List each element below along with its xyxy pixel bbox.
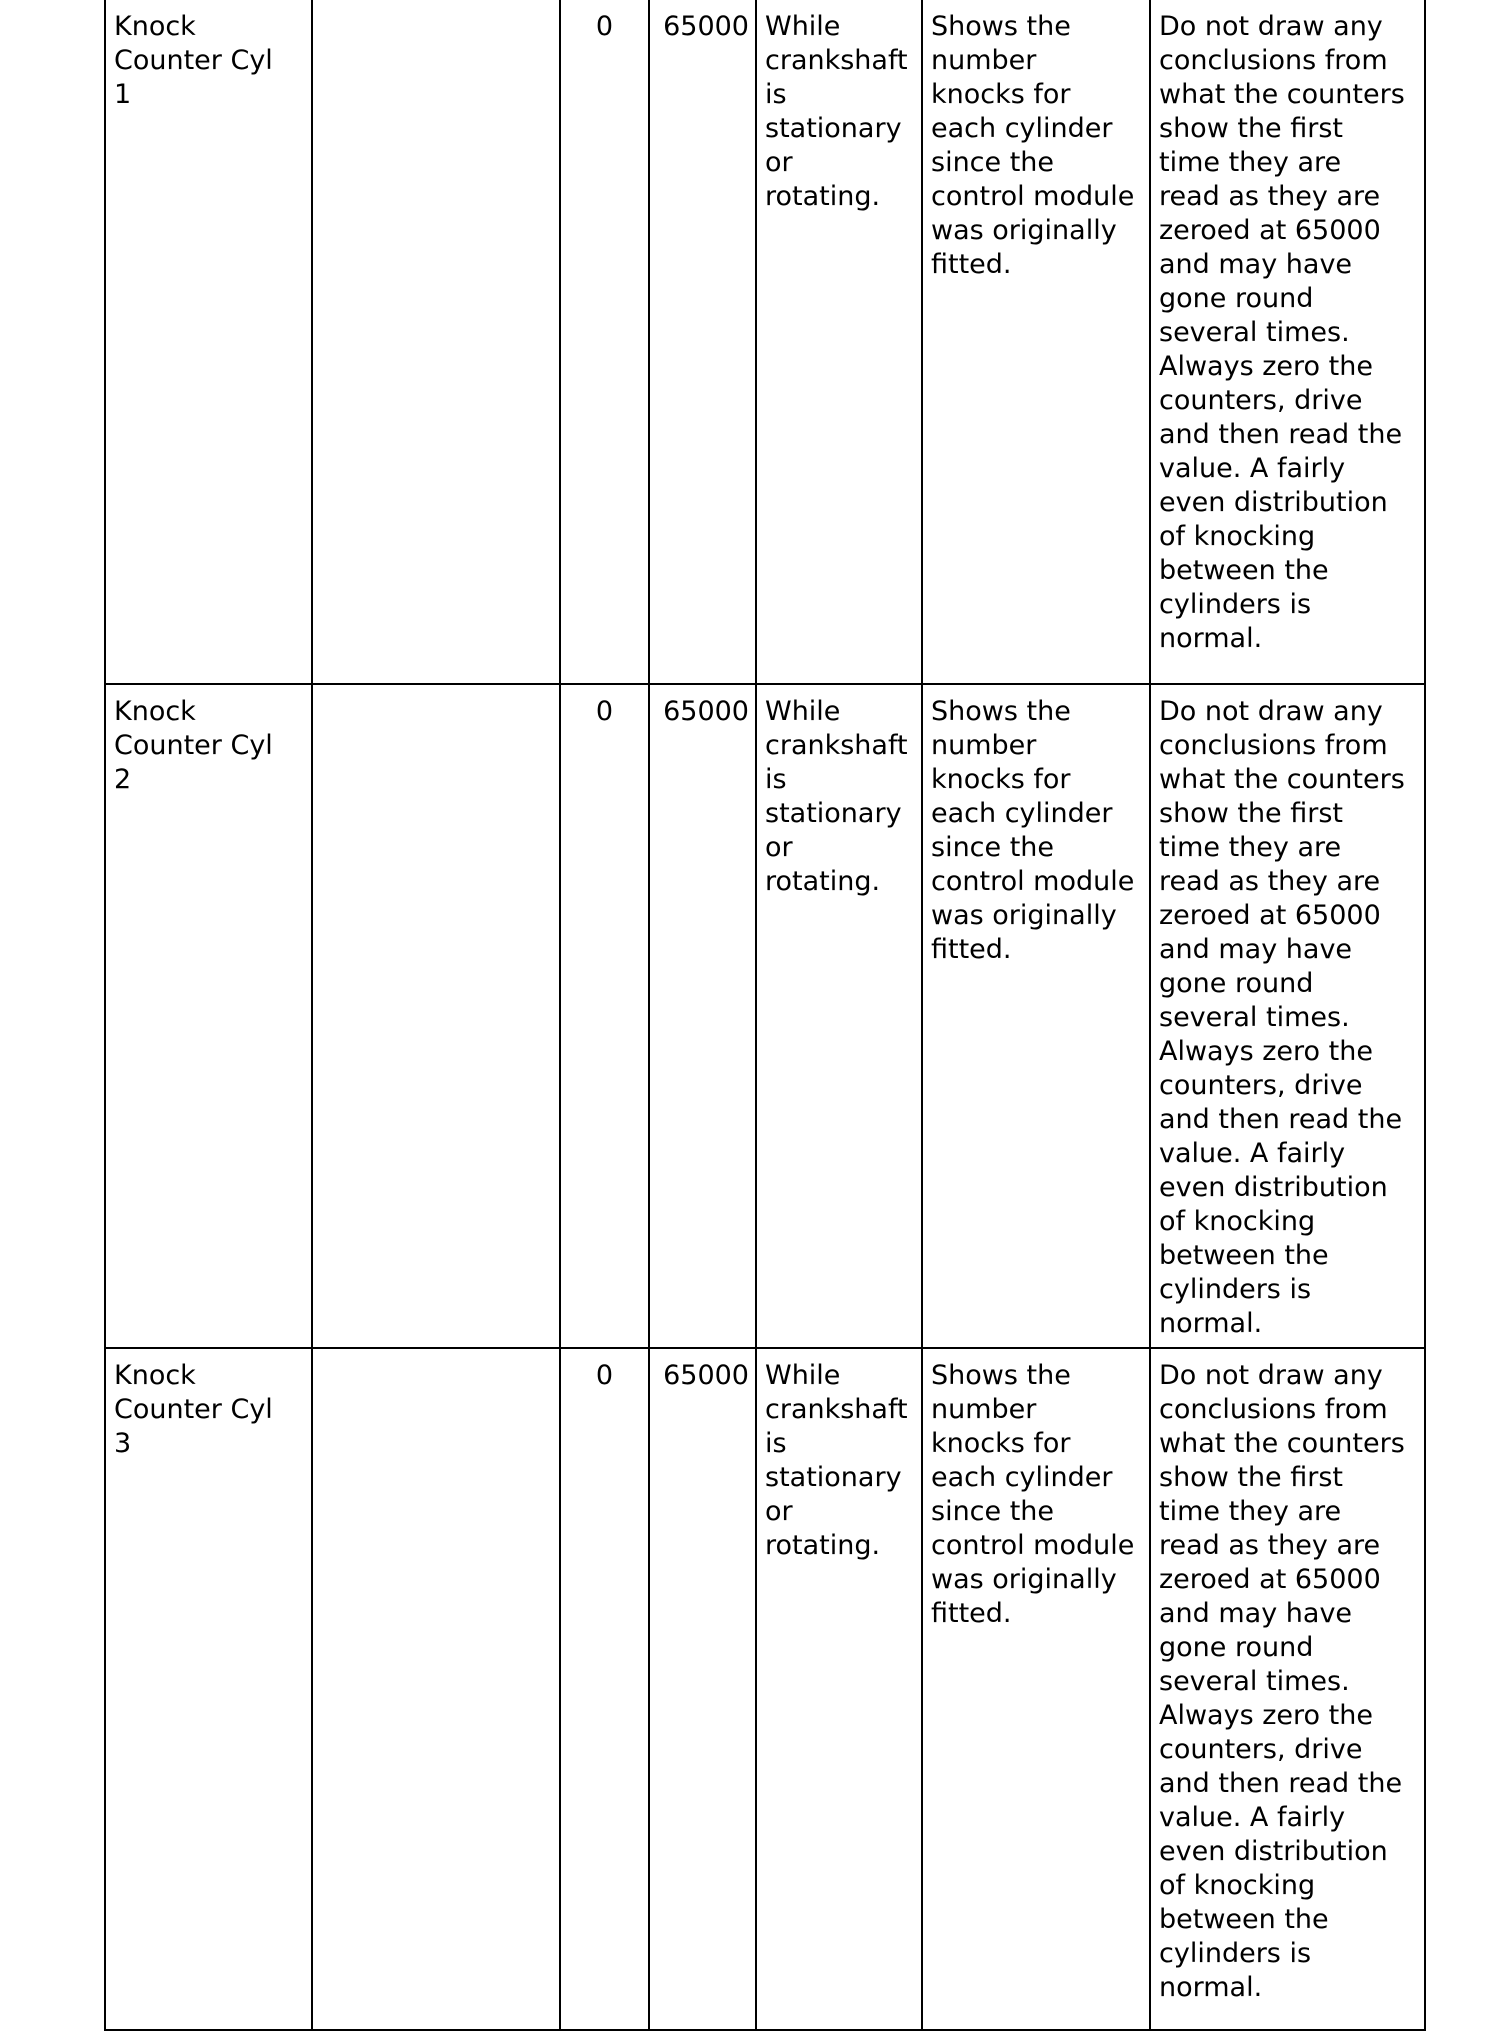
text-line: counters, drive bbox=[1159, 385, 1363, 416]
text-line: control module bbox=[931, 181, 1135, 212]
text-line: crankshaft bbox=[765, 45, 908, 76]
text-line: Do not draw any bbox=[1159, 696, 1383, 727]
text-line: of knocking bbox=[1159, 1206, 1316, 1237]
text-line: value. A fairly bbox=[1159, 1802, 1346, 1833]
blank-cell bbox=[312, 684, 560, 1348]
text-line: 1 bbox=[114, 79, 132, 110]
text-line: Shows the bbox=[931, 696, 1071, 727]
text-line: what the counters bbox=[1159, 764, 1405, 795]
text-line: read as they are bbox=[1159, 181, 1381, 212]
text-line: each cylinder bbox=[931, 1462, 1113, 1493]
text-line: several times. bbox=[1159, 1002, 1350, 1033]
text-line: normal. bbox=[1159, 1308, 1263, 1339]
text-line: Always zero the bbox=[1159, 1700, 1373, 1731]
max-value-cell: 65000 bbox=[649, 0, 756, 684]
min-value-cell: 0 bbox=[560, 0, 649, 684]
text-line: control module bbox=[931, 1530, 1135, 1561]
text-line: conclusions from bbox=[1159, 730, 1388, 761]
text-line: was originally bbox=[931, 215, 1117, 246]
text-line: knocks for bbox=[931, 79, 1071, 110]
text-line: cylinders is bbox=[1159, 1938, 1312, 1969]
text-line: since the bbox=[931, 832, 1055, 863]
text-line: and may have bbox=[1159, 249, 1353, 280]
parameter-name-cell bbox=[105, 0, 312, 684]
text-line: Knock bbox=[114, 11, 196, 42]
notes-cell bbox=[1150, 1348, 1425, 2030]
text-line: rotating. bbox=[765, 181, 881, 212]
description-cell bbox=[922, 0, 1150, 684]
text-line: time they are bbox=[1159, 832, 1342, 863]
condition-cell bbox=[756, 684, 922, 1348]
text-line: or bbox=[765, 832, 793, 863]
text-line: between the bbox=[1159, 555, 1329, 586]
text-line: time they are bbox=[1159, 1496, 1342, 1527]
text-line: control module bbox=[931, 866, 1135, 897]
text-line: Always zero the bbox=[1159, 351, 1373, 382]
text-line: stationary bbox=[765, 113, 902, 144]
description-cell bbox=[922, 1348, 1150, 2030]
text-line: what the counters bbox=[1159, 79, 1405, 110]
text-line: of knocking bbox=[1159, 521, 1316, 552]
text-line: Do not draw any bbox=[1159, 11, 1383, 42]
text-line: value. A fairly bbox=[1159, 453, 1346, 484]
text-line: stationary bbox=[765, 1462, 902, 1493]
text-line: time they are bbox=[1159, 147, 1342, 178]
text-line: number bbox=[931, 45, 1037, 76]
text-line: even distribution bbox=[1159, 1172, 1388, 1203]
text-line: While bbox=[765, 11, 841, 42]
table-row bbox=[105, 1348, 1425, 2030]
text-line: read as they are bbox=[1159, 1530, 1381, 1561]
text-line: Do not draw any bbox=[1159, 1360, 1383, 1391]
text-line: Shows the bbox=[931, 1360, 1071, 1391]
text-line: crankshaft bbox=[765, 730, 908, 761]
text-line: each cylinder bbox=[931, 798, 1113, 829]
text-line: 3 bbox=[114, 1428, 132, 1459]
text-line: knocks for bbox=[931, 1428, 1071, 1459]
text-line: fitted. bbox=[931, 934, 1012, 965]
text-line: and then read the bbox=[1159, 1768, 1403, 1799]
text-line: is bbox=[765, 764, 787, 795]
text-line: since the bbox=[931, 1496, 1055, 1527]
text-line: cylinders is bbox=[1159, 1274, 1312, 1305]
text-line: several times. bbox=[1159, 317, 1350, 348]
text-line: between the bbox=[1159, 1240, 1329, 1271]
text-line: conclusions from bbox=[1159, 1394, 1388, 1425]
text-line: zeroed at 65000 bbox=[1159, 1564, 1381, 1595]
text-line: fitted. bbox=[931, 1598, 1012, 1629]
text-line: gone round bbox=[1159, 283, 1314, 314]
table-row bbox=[105, 684, 1425, 1348]
text-line: show the first bbox=[1159, 113, 1344, 144]
text-line: show the first bbox=[1159, 1462, 1344, 1493]
text-line: stationary bbox=[765, 798, 902, 829]
text-line: show the first bbox=[1159, 798, 1344, 829]
blank-cell bbox=[312, 1348, 560, 2030]
text-line: normal. bbox=[1159, 1972, 1263, 2003]
table-row bbox=[105, 0, 1425, 684]
text-line: cylinders is bbox=[1159, 589, 1312, 620]
text-line: Shows the bbox=[931, 11, 1071, 42]
text-line: of knocking bbox=[1159, 1870, 1316, 1901]
text-line: or bbox=[765, 147, 793, 178]
text-line: even distribution bbox=[1159, 487, 1388, 518]
text-line: conclusions from bbox=[1159, 45, 1388, 76]
blank-cell bbox=[312, 0, 560, 684]
text-line: Knock bbox=[114, 696, 196, 727]
text-line: number bbox=[931, 730, 1037, 761]
text-line: Counter Cyl bbox=[114, 1394, 273, 1425]
text-line: While bbox=[765, 696, 841, 727]
text-line: Counter Cyl bbox=[114, 45, 273, 76]
text-line: crankshaft bbox=[765, 1394, 908, 1425]
text-line: zeroed at 65000 bbox=[1159, 215, 1381, 246]
text-line: counters, drive bbox=[1159, 1070, 1363, 1101]
text-line: gone round bbox=[1159, 1632, 1314, 1663]
text-line: Always zero the bbox=[1159, 1036, 1373, 1067]
text-line: since the bbox=[931, 147, 1055, 178]
description-cell bbox=[922, 684, 1150, 1348]
max-value-cell: 65000 bbox=[649, 684, 756, 1348]
notes-cell bbox=[1150, 684, 1425, 1348]
text-line: value. A fairly bbox=[1159, 1138, 1346, 1169]
text-line: fitted. bbox=[931, 249, 1012, 280]
condition-cell bbox=[756, 0, 922, 684]
text-line: each cylinder bbox=[931, 113, 1113, 144]
text-line: is bbox=[765, 79, 787, 110]
text-line: number bbox=[931, 1394, 1037, 1425]
text-line: rotating. bbox=[765, 1530, 881, 1561]
max-value-cell: 65000 bbox=[649, 1348, 756, 2030]
min-value-cell: 0 bbox=[560, 1348, 649, 2030]
text-line: zeroed at 65000 bbox=[1159, 900, 1381, 931]
text-line: even distribution bbox=[1159, 1836, 1388, 1867]
text-line: rotating. bbox=[765, 866, 881, 897]
condition-cell bbox=[756, 1348, 922, 2030]
text-line: counters, drive bbox=[1159, 1734, 1363, 1765]
text-line: and then read the bbox=[1159, 1104, 1403, 1135]
text-line: and may have bbox=[1159, 1598, 1353, 1629]
text-line: While bbox=[765, 1360, 841, 1391]
text-line: several times. bbox=[1159, 1666, 1350, 1697]
notes-cell bbox=[1150, 0, 1425, 684]
text-line: normal. bbox=[1159, 623, 1263, 654]
text-line: what the counters bbox=[1159, 1428, 1405, 1459]
text-line: and then read the bbox=[1159, 419, 1403, 450]
text-line: is bbox=[765, 1428, 787, 1459]
text-line: knocks for bbox=[931, 764, 1071, 795]
text-line: between the bbox=[1159, 1904, 1329, 1935]
text-line: gone round bbox=[1159, 968, 1314, 999]
min-value-cell: 0 bbox=[560, 684, 649, 1348]
text-line: Knock bbox=[114, 1360, 196, 1391]
text-line: was originally bbox=[931, 900, 1117, 931]
parameter-name-cell bbox=[105, 684, 312, 1348]
text-line: read as they are bbox=[1159, 866, 1381, 897]
text-line: or bbox=[765, 1496, 793, 1527]
text-line: Counter Cyl bbox=[114, 730, 273, 761]
text-line: and may have bbox=[1159, 934, 1353, 965]
text-line: 2 bbox=[114, 764, 132, 795]
knock-counter-table bbox=[104, 0, 1426, 2031]
text-line: was originally bbox=[931, 1564, 1117, 1595]
parameter-name-cell bbox=[105, 1348, 312, 2030]
